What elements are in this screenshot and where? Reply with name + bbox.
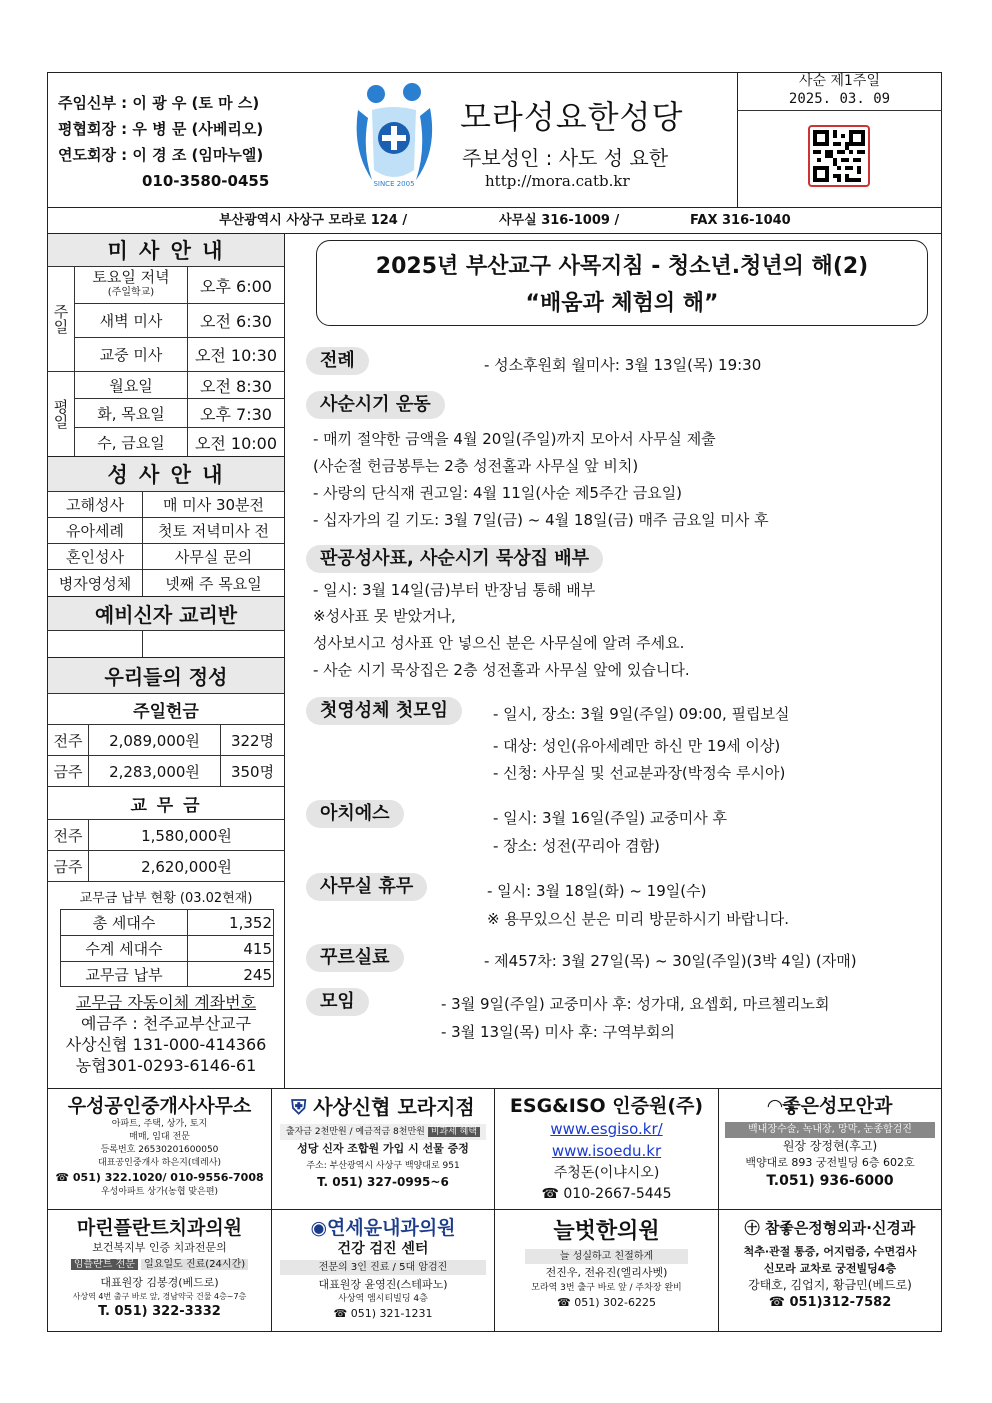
sacrament-title: 성 사 안 내 [48, 457, 284, 491]
section-tag: 판공성사표, 사순시기 묵상집 배부 [306, 545, 603, 573]
dues-amount: 2,620,000원 [141, 857, 232, 876]
autopay-line: 사상신협 131-000-414366 [65, 1035, 267, 1054]
ad-line: ☎ 051) 321-1231 [333, 1307, 433, 1320]
ad-badge: 임플란트 전문 [71, 1259, 138, 1270]
sacrament-name: 유아세례 [66, 522, 124, 540]
ad-name-row [272, 1213, 494, 1240]
ad-line: T. 051) 327-0995~6 [317, 1175, 449, 1189]
dues-status-value: 245 [243, 965, 272, 984]
sacrament-value: 넷째 주 목요일 [165, 574, 262, 593]
staff-name: 이 경 조 (임마누엘) [132, 146, 264, 164]
ad-line: 모라역 3번 출구 바로 앞 / 주차장 완비 [531, 1283, 682, 1293]
section-line: 성사보시고 성사표 안 넣으신 분은 사무실에 알려 주세요. [313, 634, 685, 652]
sacrament-name: 고해성사 [66, 496, 124, 514]
liturgical-week: 사순 제1주일 [799, 73, 880, 89]
section-tag: 전례 [306, 347, 369, 375]
staff-row [58, 142, 269, 168]
dues-label: 전주 [53, 826, 83, 845]
ad-name-row [719, 1091, 941, 1118]
sacrament-value: 매 미사 30분전 [162, 496, 265, 514]
parish-logo-icon [348, 80, 440, 192]
bulletin-date: 2025. 03. 09 [788, 91, 891, 107]
sacrament-value: 사무실 문의 [174, 548, 253, 566]
eye-logo-icon: ◠ [767, 1095, 783, 1117]
mass-time: 오전 6:30 [200, 312, 272, 331]
logo-since: SINCE 2005 [373, 180, 415, 188]
ad-name: 우성공인중개사사무소 [67, 1095, 252, 1117]
dues-status-label: 총 세대수 [92, 914, 156, 932]
section-line: - 십자가의 길 기도: 3월 7일(금) ~ 4월 18일(금) 매주 금요일 미사 후 [313, 511, 769, 529]
section-line: ※성사표 못 받았거나, [313, 607, 456, 625]
staff-role: 평협회장 : [58, 120, 128, 138]
ad-line: 강태호, 김업지, 황금민(베드로) [748, 1278, 912, 1292]
dues-status-title: 교무금 납부 현황 (03.02현재) [79, 890, 253, 906]
ad-line: 성당 신자 조합원 가입 시 선물 증정 [297, 1142, 469, 1155]
ad-line-text: 출자금 2천만원 / 예금적금 8천만원 [285, 1127, 425, 1137]
hospital-logo-icon: ㊉ [744, 1219, 760, 1237]
section-line: - 신청: 사무실 및 선교분과장(박정숙 루시아) [493, 764, 786, 782]
mass-name-sub: (주일학교) [107, 287, 155, 298]
dues-amount: 1,580,000원 [141, 826, 232, 845]
office-phone-text: 사무실 316-1009 / [499, 213, 620, 228]
ad-name: 늘벗한의원 [553, 1218, 660, 1244]
ad-line: 대표공인중개사 하은지(데레사) [98, 1158, 221, 1168]
ad-name: 연세윤내과의원 [327, 1217, 456, 1239]
ad-credit-union [272, 1091, 494, 1190]
ad-line: T.051) 936-6000 [766, 1173, 894, 1189]
ad-name: 마린플란트치과의원 [76, 1217, 243, 1239]
autopay-line: 예금주 : 천주교부산교구 [80, 1014, 252, 1033]
ad-line: 건강 검진 센터 [337, 1241, 429, 1257]
staff-name: 이 광 우 (토 마 스) [132, 94, 260, 112]
ad-orthopedics [719, 1213, 941, 1312]
main-title-box [316, 240, 928, 326]
ad-line: 백내장수술, 녹내장, 망막, 눈종합검진 [725, 1122, 935, 1138]
header-date-divider [737, 110, 942, 111]
weekday-label [48, 372, 74, 456]
staff-row [58, 90, 269, 116]
section-tag: 첫영성체 첫모임 [306, 697, 462, 725]
mass-name [75, 267, 187, 303]
ad-esg-iso [495, 1091, 718, 1204]
section-line: - 장소: 성전(꾸리아 겸함) [493, 837, 660, 855]
autopay-title: 교무금 자동이체 계좌번호 [75, 993, 257, 1012]
sacrament-value: 첫토 저녁미사 전 [158, 522, 269, 540]
credit-union-logo-icon: ⛨ [291, 1095, 307, 1119]
ad-eye-clinic [719, 1091, 941, 1192]
sunday-label [48, 267, 74, 371]
ad-line: ☎ 010-2667-5445 [541, 1186, 672, 1202]
section-line: - 사랑의 단식재 권고일: 4월 11일(사순 제5주간 금요일) [313, 484, 683, 502]
dues-status-label: 교무금 납부 [85, 966, 163, 984]
section-line: - 3월 9일(주일) 교중미사 후: 성가대, 요셉회, 마르첼리노회 [441, 995, 830, 1013]
ad-dental [48, 1213, 271, 1320]
section-line: - 성소후원회 월미사: 3월 13일(목) 19:30 [484, 356, 762, 374]
ad-line: 등록번호 26530201600050 [100, 1145, 219, 1155]
section-line: - 매끼 절약한 금액을 4월 20일(주일)까지 모아서 사무실 제출 [313, 430, 716, 448]
ad-line: 아파트, 주택, 상가, 토지 [111, 1119, 208, 1129]
ad-line: 사상역 4번 출구 바로 앞, 경남약국 건물 4층~7층 [72, 1292, 247, 1301]
section-tag: 모임 [306, 988, 369, 1016]
mass-name: 교중 미사 [99, 346, 163, 364]
patron-saint: 주보성인 : 사도 성 요한 [462, 146, 669, 170]
offering-amount: 2,089,000원 [109, 731, 200, 750]
office-phone: 010-3580-0455 [142, 172, 270, 190]
mass-time: 오전 10:00 [194, 433, 278, 453]
ad-name: 참좋은정형외과·신경과 [764, 1219, 916, 1237]
ad-line: 우성아파트 상가(농협 맞은편) [100, 1187, 219, 1197]
offering-title: 우리들의 정성 [48, 658, 284, 693]
dues-status-label: 수계 세대수 [85, 940, 163, 958]
mass-name: 월요일 [109, 376, 153, 395]
weekday-label-text: 평일 [51, 399, 70, 429]
main-title-line2: “배움과 체험의 해” [525, 291, 719, 316]
sunday-label-text: 주일 [51, 304, 70, 334]
mass-time: 오후 6:00 [200, 276, 272, 296]
staff-list [58, 90, 269, 194]
ad-line: 늘 성실하고 친절하게 [525, 1249, 688, 1264]
address-bar [47, 209, 942, 233]
catechumen-title: 예비신자 교리반 [48, 597, 284, 630]
section-tag: 꾸르실료 [306, 944, 404, 972]
section-line: - 일시: 3월 14일(금)부터 반장님 통해 배부 [313, 581, 596, 599]
section-line: (사순절 헌금봉투는 2층 성전홀과 사무실 앞 비치) [313, 457, 639, 475]
ad-badge: 비과세 혜택 [428, 1127, 480, 1137]
dues-label: 금주 [53, 857, 83, 876]
section-tag: 아치에스 [306, 800, 404, 828]
offering-count: 350명 [230, 762, 275, 781]
section-line: - 제457차: 3월 27일(목) ~ 30일(주일)(3박 4일) (자매) [484, 952, 857, 970]
ad-line: 주청돈(이냐시오) [553, 1165, 660, 1181]
mass-title: 미 사 안 내 [48, 234, 284, 266]
section-tag: 사순시기 운동 [306, 391, 445, 419]
ad-name: 사상신협 모라지점 [313, 1095, 475, 1119]
offering-amount: 2,283,000원 [109, 762, 200, 781]
clinic-logo-icon: ◉ [310, 1217, 328, 1239]
header-bottom-rule [47, 207, 942, 208]
mass-name: 새벽 미사 [99, 312, 163, 330]
autopay-block [48, 992, 284, 1076]
ad-line: ☎ 051)312-7582 [768, 1295, 892, 1310]
ad-line: ☎ 051) 302-6225 [557, 1296, 656, 1309]
ad-line: ☎ 051) 322.1020/ 010-9556-7008 [55, 1171, 264, 1184]
staff-row [58, 116, 269, 142]
sacrament-name: 혼인성사 [66, 548, 124, 566]
offering-label: 전주 [53, 731, 83, 750]
dues-status-value: 415 [243, 939, 272, 958]
ad-name-row [272, 1091, 494, 1120]
ad-line: 백양대로 893 궁전빌딩 6층 602호 [745, 1156, 915, 1169]
section-line: - 사순 시기 묵상집은 2층 성전홀과 사무실 앞에 있습니다. [313, 661, 690, 679]
section-line: - 일시: 3월 18일(화) ~ 19일(수) [487, 882, 707, 900]
staff-role: 연도회장 : [58, 146, 128, 164]
sidebar-divider [284, 233, 285, 1088]
dues-title: 교 무 금 [130, 795, 202, 816]
ad-line: 매매, 임대 전문 [129, 1132, 190, 1142]
ad-line: 대표원장 김봉경(베드로) [100, 1276, 219, 1289]
ad-name: ESG&ISO 인증원(주) [509, 1095, 704, 1117]
staff-role: 주임신부 : [58, 94, 128, 112]
ad-link[interactable]: www.esgiso.kr/ [550, 1120, 663, 1138]
ad-line: 대표원장 윤영진(스테파노) [318, 1278, 448, 1291]
parish-logo [348, 80, 440, 192]
ad-line [280, 1124, 486, 1140]
qr-code[interactable] [808, 125, 870, 187]
ad-line: 사상역 엠시티빌딩 4층 [338, 1294, 428, 1304]
address-text: 부산광역시 사상구 모라로 124 / [219, 213, 408, 228]
dues-status-value: 1,352 [229, 913, 272, 932]
ad-line: 보건복지부 인증 치과전문의 [92, 1241, 227, 1254]
section-line: - 일시, 장소: 3월 9일(주일) 09:00, 필립보실 [493, 705, 790, 723]
sunday-offering-title: 주일헌금 [133, 701, 199, 722]
section-line: - 대상: 성인(유아세례만 하신 만 19세 이상) [493, 737, 781, 755]
ad-realestate [48, 1091, 271, 1199]
section-line: - 3월 13일(목) 미사 후: 구역부회의 [441, 1023, 676, 1041]
ad-name-row [719, 1213, 941, 1243]
ad-line: 전문의 3인 진료 / 5대 암검진 [280, 1260, 486, 1275]
ad-line [54, 1257, 265, 1273]
offering-label: 금주 [53, 762, 83, 781]
ad-line: 전진우, 전유진(엘리사벳) [545, 1266, 668, 1279]
ad-link[interactable]: www.isoedu.kr [551, 1142, 662, 1160]
ad-line: 주소: 부산광역시 사상구 백양대로 951 [306, 1161, 460, 1171]
section-line: ※ 용무있으신 분은 미리 방문하시기 바랍니다. [487, 910, 789, 928]
ad-badge: 일요일도 진료(24시간) [141, 1259, 248, 1270]
main-title-line1: 2025년 부산교구 사목지침 - 청소년.청년의 해(2) [375, 254, 869, 279]
mass-name: 수, 금요일 [97, 433, 165, 452]
staff-name: 우 병 문 (사베리오) [132, 120, 264, 138]
mass-name-text: 토요일 저녁 [92, 268, 170, 286]
mass-time: 오후 7:30 [200, 404, 272, 424]
fax-text: FAX 316-1040 [690, 213, 791, 228]
mass-name: 화, 목요일 [97, 404, 165, 423]
sacrament-name: 병자영성체 [58, 574, 132, 593]
dues-status-table [60, 909, 274, 987]
ad-line: T. 051) 322-3332 [98, 1304, 221, 1319]
parish-name: 모라성요한성당 [460, 98, 684, 136]
ad-oriental-clinic [495, 1213, 718, 1311]
parish-url[interactable]: http://mora.catb.kr [485, 172, 630, 190]
ad-line: 원장 장정현(후고) [782, 1139, 878, 1153]
mass-time: 오전 10:30 [194, 346, 278, 365]
ad-line: 척추·관절 통증, 어지럼증, 수면검사 [743, 1245, 917, 1258]
autopay-line: 농협301-0293-6146-61 [75, 1056, 257, 1075]
section-tag: 사무실 휴무 [306, 873, 427, 901]
mass-time: 오전 8:30 [200, 376, 272, 396]
ad-name: 좋은성모안과 [782, 1095, 893, 1117]
offering-count: 322명 [230, 731, 275, 750]
ad-internal-medicine [272, 1213, 494, 1322]
section-line: - 일시: 3월 16일(주일) 교중미사 후 [493, 809, 728, 827]
ad-line: 신모라 교차로 궁전빌딩4층 [763, 1262, 897, 1275]
qr-code-icon [813, 130, 865, 182]
